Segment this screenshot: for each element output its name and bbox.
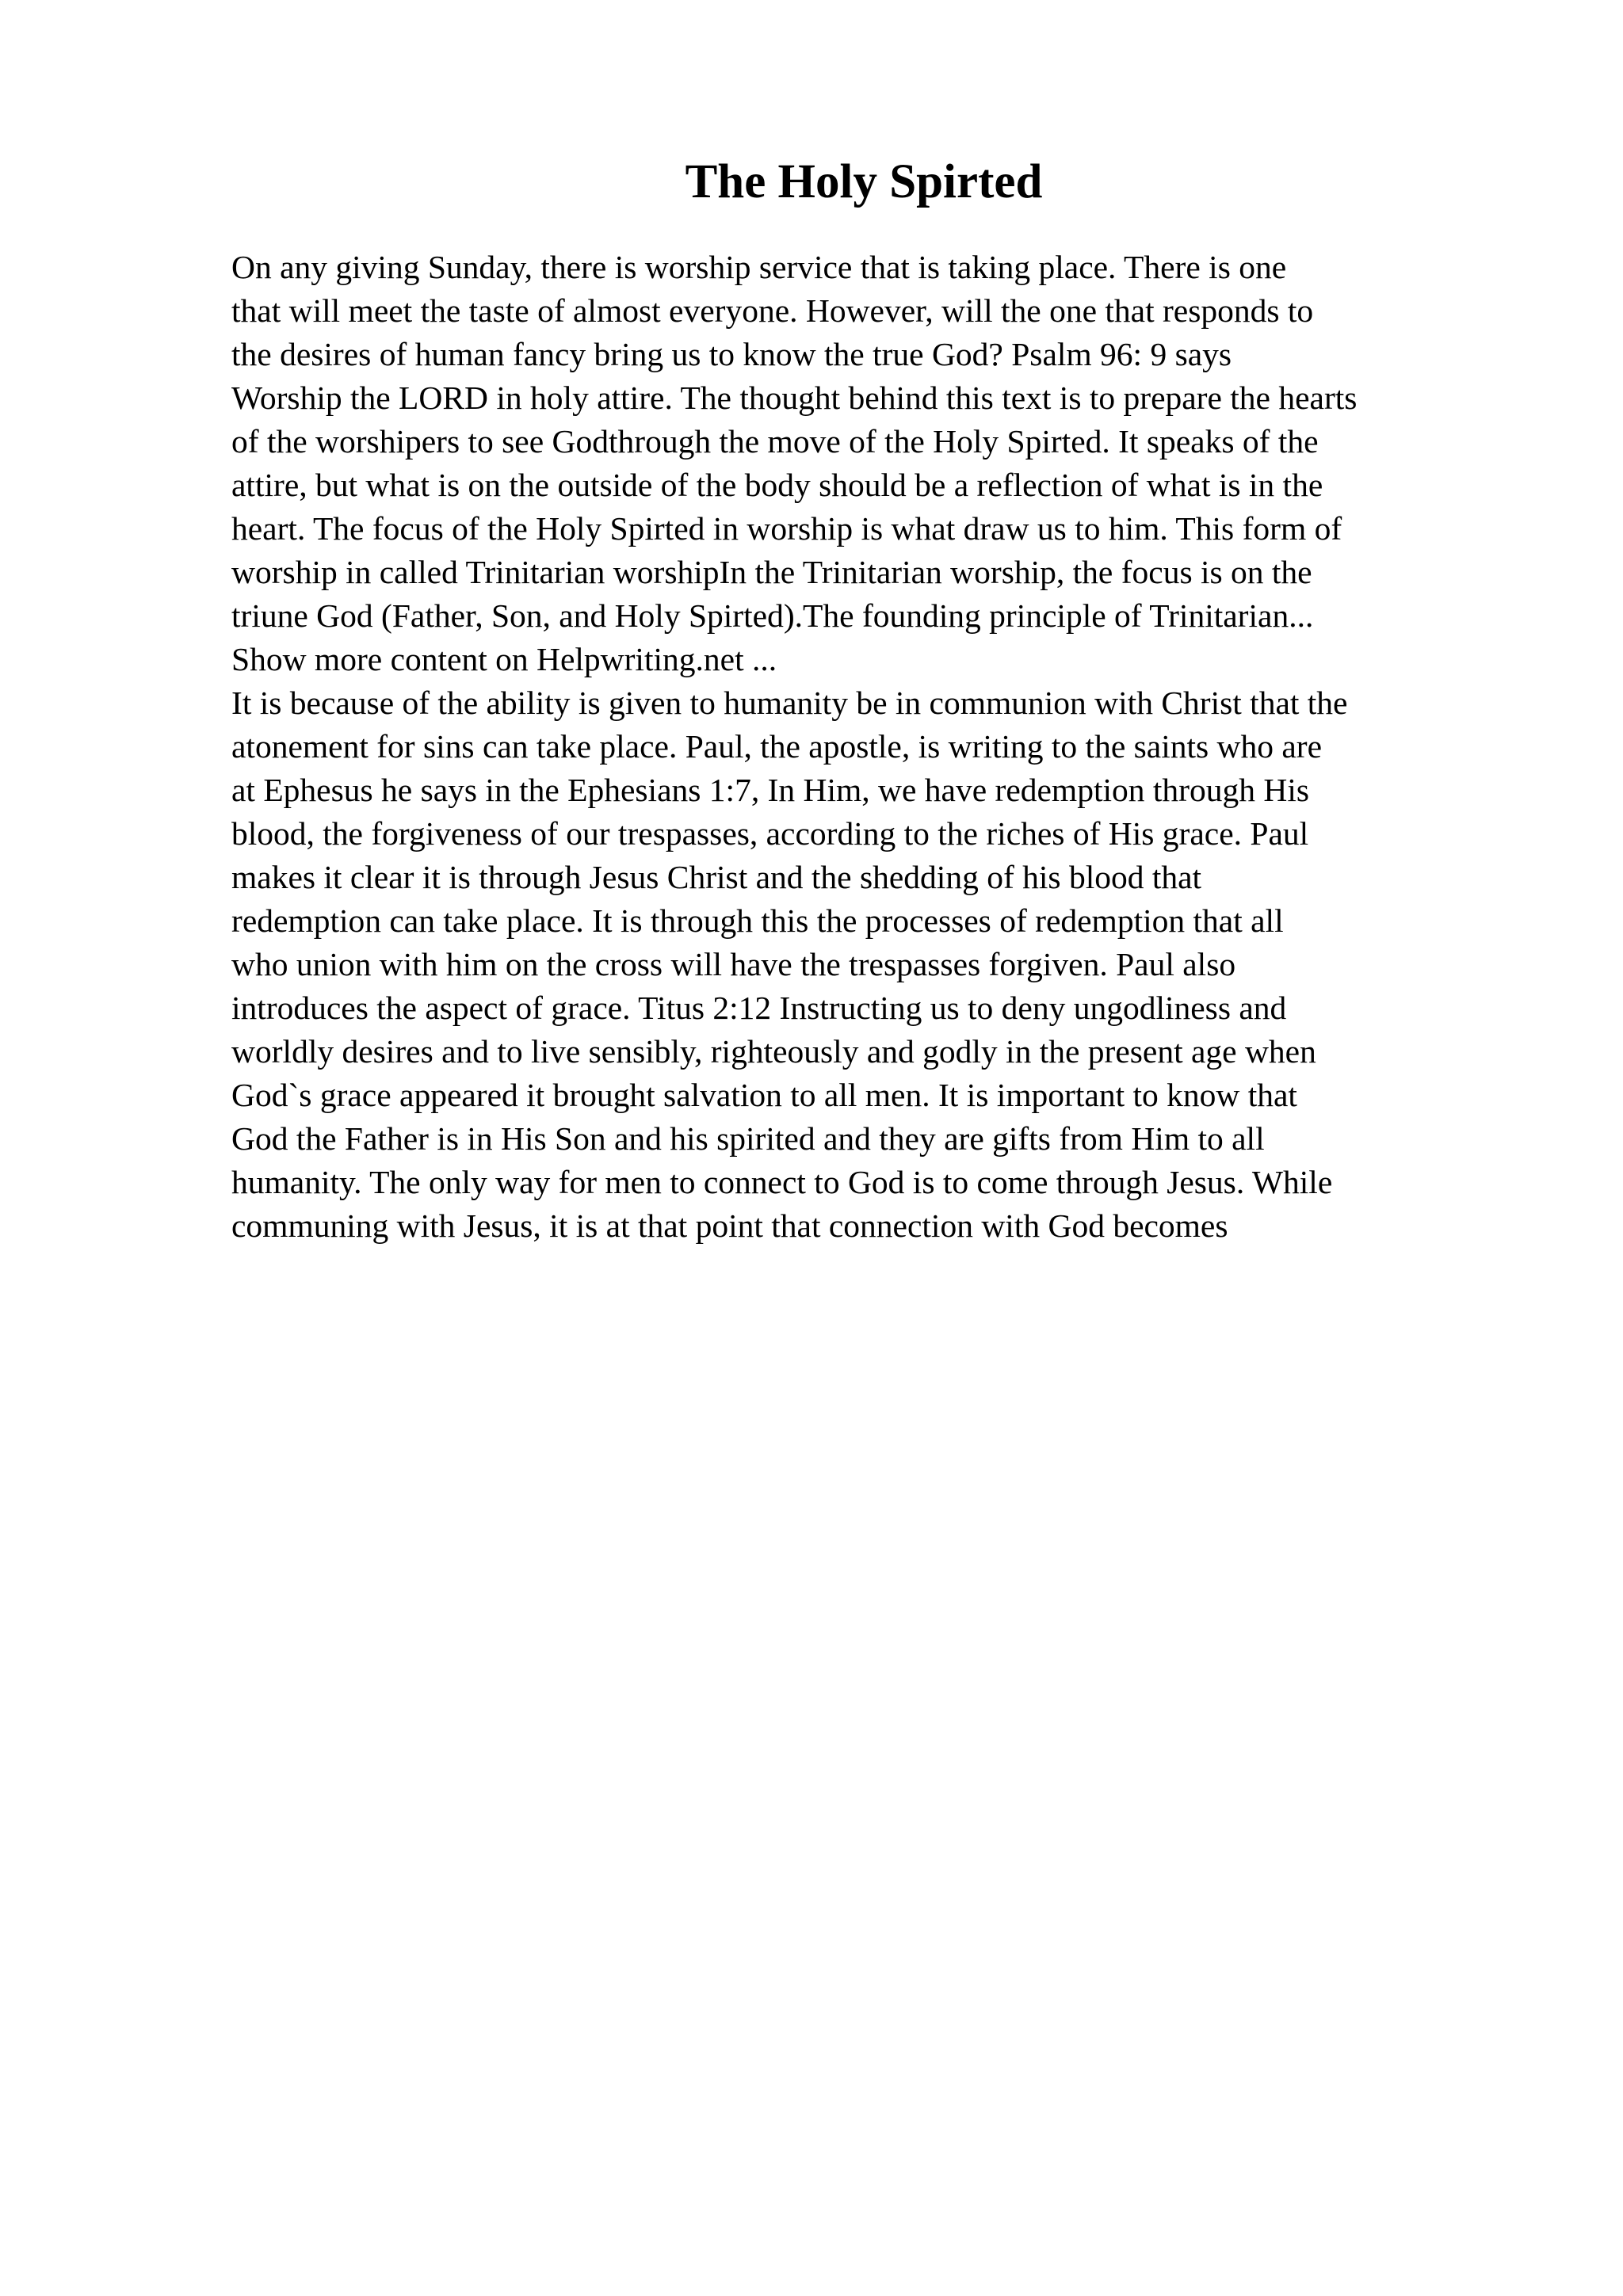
body-line: of the worshipers to see Godthrough the move of the Holy Spirted. It speaks of the bbox=[231, 423, 1319, 460]
body-line: heart. The focus of the Holy Spirted in worship is what draw us to him. This form of bbox=[231, 510, 1342, 547]
body-line: communing with Jesus, it is at that point that connection with God becomes bbox=[231, 1207, 1228, 1244]
body-line: who union with him on the cross will have the trespasses forgiven. Paul also bbox=[231, 946, 1236, 982]
body-line: It is because of the ability is given to humanity be in communion with Christ that the bbox=[231, 685, 1348, 721]
body-line: attire, but what is on the outside of the body should be a reflection of what is in the bbox=[231, 467, 1323, 503]
body-line: humanity. The only way for men to connect to God is to come through Jesus. While bbox=[231, 1164, 1333, 1200]
body-line: God the Father is in His Son and his spirited and they are gifts from Him to all bbox=[231, 1120, 1265, 1157]
body-line: On any giving Sunday, there is worship service that is taking place. There is one bbox=[231, 249, 1287, 285]
body-line: makes it clear it is through Jesus Christ and the shedding of his blood that bbox=[231, 859, 1202, 895]
body-line: that will meet the taste of almost everyone. However, will the one that responds to bbox=[231, 292, 1314, 329]
document-body bbox=[231, 246, 1579, 1248]
show-more-line: Show more content on Helpwriting.net ... bbox=[231, 641, 777, 677]
body-line: worship in called Trinitarian worshipIn the Trinitarian worship, the focus is on the bbox=[231, 554, 1312, 590]
body-line: blood, the forgiveness of our trespasses, according to the riches of His grace. Paul bbox=[231, 815, 1309, 852]
body-line: atonement for sins can take place. Paul, the apostle, is writing to the saints who are bbox=[231, 728, 1323, 765]
body-line: the desires of human fancy bring us to know the true God? Psalm 96: 9 says bbox=[231, 336, 1232, 372]
document-title: The Holy Spirted bbox=[685, 155, 1043, 208]
body-line: at Ephesus he says in the Ephesians 1:7, In Him, we have redemption through His bbox=[231, 772, 1310, 808]
body-line: Worship the LORD in holy attire. The thought behind this text is to prepare the hearts bbox=[231, 379, 1358, 416]
body-line: redemption can take place. It is through this the processes of redemption that all bbox=[231, 902, 1284, 939]
body-line: introduces the aspect of grace. Titus 2:12 Instructing us to deny ungodliness and bbox=[231, 990, 1287, 1026]
body-line: God`s grace appeared it brought salvation to all men. It is important to know that bbox=[231, 1077, 1297, 1113]
body-line: worldly desires and to live sensibly, righteously and godly in the present age when bbox=[231, 1033, 1316, 1070]
body-line: triune God (Father, Son, and Holy Spirted).The founding principle of Trinitarian... bbox=[231, 597, 1314, 634]
